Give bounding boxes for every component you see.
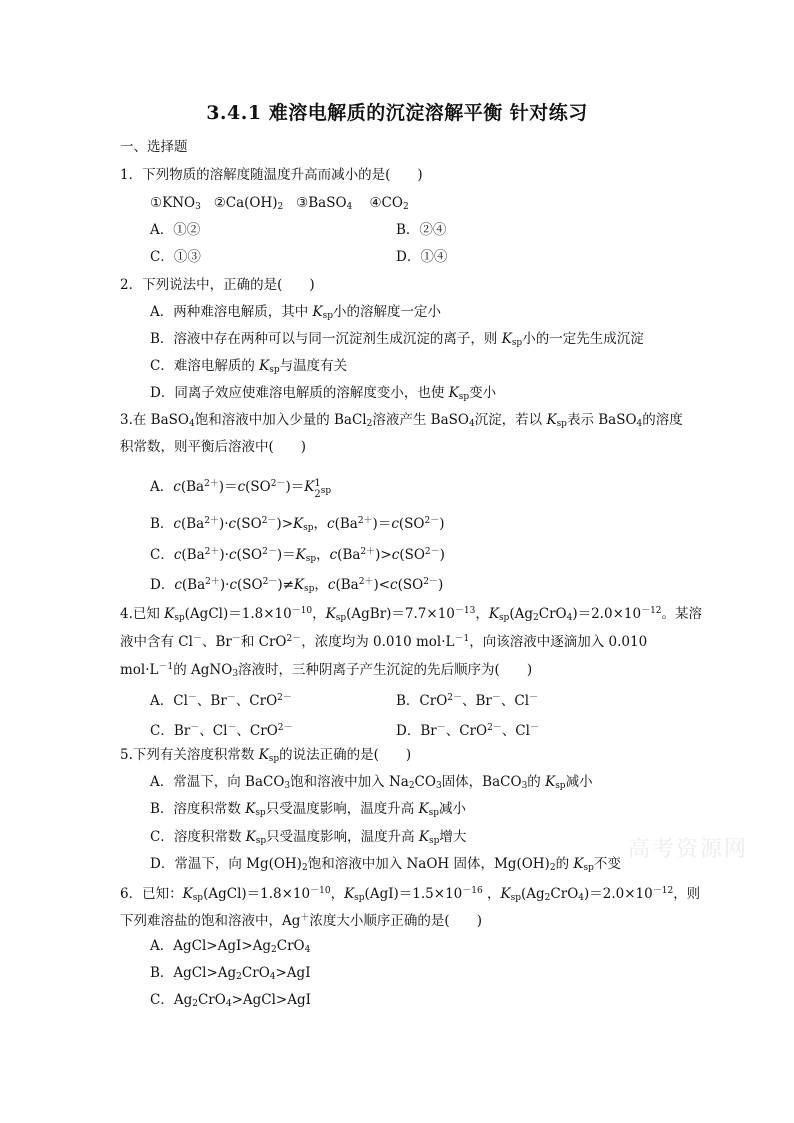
q3-option-d: D．$c(Ba^{2+})\cdot c(SO^{2-})\ne K_{sp}$，$c(Ba^{2+})<c(SO^{2-})$	[150, 577, 444, 594]
q4-stem-line1: 4.已知 $K_{sp}(AgCl)=1.8\times 10^{-10}$，$K_{sp}(AgBr)=7.7\times 10^{-13}$，$K_{sp}(Ag_2CrO_4)=2.0\times 10^{-12}$。某溶	[120, 606, 703, 623]
q1-option-d: D．①④	[396, 249, 448, 265]
q6-option-a: A．$AgCl>AgI>Ag_2CrO_4$	[150, 938, 311, 955]
q1-option-b: B．②④	[396, 222, 447, 238]
q3-option-c: C．$c(Ba^{2+})\cdot c(SO^{2-})=K_{sp}$，$c(Ba^{2+})>c(SO^{2-})$	[150, 547, 445, 564]
q4-option-a: A．Cl－、Br－、CrO$^{2-}$	[150, 693, 292, 709]
q5-option-b: B．溶度积常数 $K_{sp}$只受温度影响，温度升高 $K_{sp}$减小	[150, 801, 466, 818]
q3-stem-line1: 3.在 BaSO$_4$饱和溶液中加入少量的 BaCl$_2$溶液产生 BaSO$_4$沉淀，若以 $K_{sp}$表示 BaSO$_4$的溶度	[120, 412, 683, 429]
q1-option-c: C．①③	[150, 249, 201, 265]
q6-stem-line1: 6．已知：$K_{sp}(AgCl)=1.8\times 10^{-10}$，$K_{sp}(AgI)=1.5\times 10^{-16}$ ，$K_{sp}(Ag_2CrO_4)=2.0\times 10^{-12}$，则	[120, 886, 701, 903]
q2-stem: 2．下列说法中，正确的是( )	[120, 277, 315, 293]
q1-items: $①KNO_3$ $②Ca(OH)_2$ ③BaSO$_4$ $④CO_2$	[150, 195, 409, 212]
q3-option-a: A．$c(Ba^{2+})=c(SO^{2-})=K1$ $2_{sp}$	[150, 478, 332, 500]
q5-option-a: A．常温下，向 BaCO$_3$饱和溶液中加入 $Na_2CO_3$固体，BaCO$_3$的 $K_{sp}$减小	[150, 774, 593, 791]
q2-option-c: C．难溶电解质的 $K_{sp}$与温度有关	[150, 358, 348, 375]
q3-stem-line2: 积常数，则平衡后溶液中( )	[120, 439, 307, 455]
q5-option-c: C．溶度积常数 $K_{sp}$只受温度影响，温度升高 $K_{sp}$增大	[150, 829, 467, 846]
q2-option-d: D．同离子效应使难溶电解质的溶解度变小，也使 $K_{sp}$变小	[150, 385, 497, 402]
q1-option-a: A．①②	[150, 222, 201, 238]
page-title: 3.4.1 难溶电解质的沉淀溶解平衡 针对练习	[206, 102, 588, 124]
q4-option-d: D．Br－、CrO$^{2-}$、Cl－	[396, 723, 539, 739]
q4-stem-line2: 液中含有 Cl－、Br－和 CrO$^{2-}$，浓度均为 0.010 $mol\cdot L^{-1}$，向该溶液中逐滴加入 0.010	[120, 634, 648, 650]
q6-option-c: C．$Ag_2CrO_4>AgCl>AgI$	[150, 992, 311, 1009]
q5-option-d: D．常温下，向 $Mg(OH)_2$饱和溶液中加入 NaOH 固体，$Mg(OH)_2$的 $K_{sp}$不变	[150, 856, 621, 873]
q2-option-b: B．溶液中存在两种可以与同一沉淀剂生成沉淀的离子，则 $K_{sp}$小的一定先生成沉淀	[150, 331, 644, 348]
q4-stem-line3: $mol\cdot L^{-1}$的 AgNO$_3$溶液时，三种阴离子产生沉淀的先后顺序为( )	[120, 662, 533, 679]
section-heading: 一、选择题	[120, 139, 188, 155]
q4-option-c: C．Br－、Cl－、CrO$^{2-}$	[150, 723, 293, 739]
q1-stem: 1．下列物质的溶解度随温度升高而减小的是( )	[120, 167, 423, 183]
q2-option-a: A．两种难溶电解质，其中 $K_{sp}$小的溶解度一定小	[150, 304, 442, 321]
q6-stem-line2: 下列难溶盐的饱和溶液中，Ag＋浓度大小顺序正确的是( )	[120, 913, 482, 929]
watermark: 高考资源网	[628, 837, 749, 862]
q4-option-b: B．CrO$^{2-}$、Br－、Cl－	[396, 693, 539, 709]
q3-option-b: B．$c(Ba^{2+})\cdot c(SO^{2-})>K_{sp}$，$c(Ba^{2+})=c(SO^{2-})$	[150, 516, 445, 533]
q5-stem: 5.下列有关溶度积常数 $K_{sp}$的说法正确的是( )	[120, 747, 412, 764]
q6-option-b: B．$AgCl>Ag_2CrO_4>AgI$	[150, 965, 311, 982]
